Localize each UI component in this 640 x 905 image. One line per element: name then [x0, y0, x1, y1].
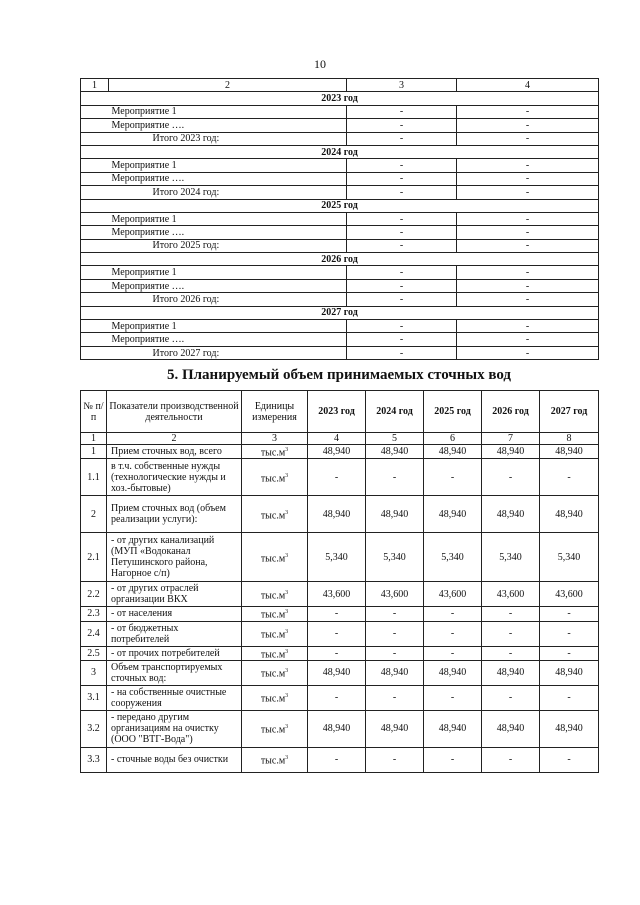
table-row [81, 159, 599, 172]
table-row [81, 293, 599, 306]
unit-label: тыс.м [260, 668, 286, 680]
column-number: 8 [540, 433, 599, 445]
value-cell: 5,340 [308, 533, 366, 582]
column-number: 2 [109, 79, 347, 92]
value-cell: 48,940 [424, 660, 482, 685]
table-row [81, 582, 599, 607]
value-cell: - [457, 186, 599, 199]
value-cell: - [457, 226, 599, 239]
value-cell: - [457, 105, 599, 118]
empty-cell [81, 105, 109, 118]
indicator-name: - от бюджетных потребителей [107, 621, 242, 646]
value-cell: - [347, 239, 457, 252]
unit-exponent: 3 [285, 648, 289, 655]
value-cell: 43,600 [424, 582, 482, 607]
indicator-name: Прием сточных вод (объем реализации услуги): [107, 496, 242, 533]
empty-cell [81, 266, 109, 279]
events-table [80, 78, 599, 360]
table-row [81, 119, 599, 132]
unit-label: тыс.м [260, 472, 286, 484]
table-row [81, 239, 599, 252]
table-row [81, 533, 599, 582]
table-row [81, 266, 599, 279]
empty-cell [81, 320, 109, 333]
value-cell: - [366, 621, 424, 646]
year-label: 2026 год [81, 253, 599, 266]
table-row [81, 186, 599, 199]
value-cell: 5,340 [424, 533, 482, 582]
event-name: Мероприятие …. [109, 172, 347, 185]
unit-exponent: 3 [285, 755, 289, 762]
empty-cell [81, 186, 109, 199]
year-row [81, 92, 599, 105]
event-name: Мероприятие 1 [109, 159, 347, 172]
year-label: 2023 год [81, 92, 599, 105]
total-label: Итого 2027 год: [109, 346, 347, 359]
event-name: Мероприятие 1 [109, 212, 347, 225]
value-cell: 48,940 [540, 445, 599, 459]
unit-label: тыс.м [260, 724, 286, 736]
value-cell: - [308, 685, 366, 710]
unit-cell [242, 685, 308, 710]
value-cell: 48,940 [308, 445, 366, 459]
empty-cell [81, 239, 109, 252]
unit-exponent: 3 [285, 447, 289, 453]
section-title: 5. Планируемый объем принимаемых сточных вод [166, 367, 512, 383]
value-cell: - [347, 186, 457, 199]
value-cell: 48,940 [540, 710, 599, 747]
empty-cell [81, 212, 109, 225]
unit-cell [242, 621, 308, 646]
total-label: Итого 2025 год: [109, 239, 347, 252]
value-cell: - [540, 685, 599, 710]
table-row [81, 621, 599, 646]
table-row [81, 685, 599, 710]
table-row [81, 320, 599, 333]
empty-cell [81, 293, 109, 306]
unit-exponent: 3 [285, 552, 289, 559]
unit-exponent: 3 [285, 509, 289, 516]
value-cell: 43,600 [366, 582, 424, 607]
value-cell: 5,340 [366, 533, 424, 582]
value-cell: - [457, 239, 599, 252]
value-cell: - [457, 212, 599, 225]
unit-exponent: 3 [285, 628, 289, 635]
header-year: 2025 год [424, 391, 482, 433]
year-row [81, 199, 599, 212]
unit-cell [242, 459, 308, 496]
row-number: 3.3 [81, 747, 107, 772]
value-cell: 48,940 [482, 445, 540, 459]
year-label: 2027 год [81, 306, 599, 319]
header-num: № п/п [81, 391, 107, 433]
table-row [81, 710, 599, 747]
column-number: 2 [107, 433, 242, 445]
value-cell: 48,940 [308, 496, 366, 533]
value-cell: - [347, 346, 457, 359]
value-cell: 48,940 [366, 496, 424, 533]
row-number: 3.2 [81, 710, 107, 747]
table-row [81, 105, 599, 118]
value-cell: - [347, 212, 457, 225]
value-cell: - [347, 279, 457, 292]
value-cell: - [540, 621, 599, 646]
table-header-row [81, 79, 599, 92]
header-unit: Единицы измерения [242, 391, 308, 433]
table-row [81, 212, 599, 225]
wastewater-volume-table [80, 390, 599, 773]
table-row [81, 747, 599, 772]
value-cell: - [424, 607, 482, 621]
event-name: Мероприятие …. [109, 119, 347, 132]
value-cell: - [347, 266, 457, 279]
empty-cell [81, 333, 109, 346]
value-cell: - [308, 747, 366, 772]
column-number: 3 [242, 433, 308, 445]
event-name: Мероприятие …. [109, 333, 347, 346]
value-cell: 48,940 [424, 496, 482, 533]
unit-label: тыс.м [260, 755, 286, 767]
unit-exponent: 3 [285, 693, 289, 700]
total-label: Итого 2026 год: [109, 293, 347, 306]
event-name: Мероприятие 1 [109, 320, 347, 333]
column-number: 3 [347, 79, 457, 92]
row-number: 2.2 [81, 582, 107, 607]
unit-cell [242, 607, 308, 621]
value-cell: 48,940 [308, 710, 366, 747]
value-cell: 5,340 [482, 533, 540, 582]
value-cell: - [540, 747, 599, 772]
event-name: Мероприятие …. [109, 279, 347, 292]
indicator-name: - на собственные очистные сооружения [107, 685, 242, 710]
value-cell: - [457, 172, 599, 185]
year-row [81, 253, 599, 266]
table-row [81, 660, 599, 685]
unit-cell [242, 747, 308, 772]
value-cell: - [457, 266, 599, 279]
unit-cell [242, 496, 308, 533]
value-cell: - [457, 320, 599, 333]
value-cell: - [457, 132, 599, 145]
table-row [81, 226, 599, 239]
value-cell: - [347, 293, 457, 306]
value-cell: - [457, 333, 599, 346]
value-cell: 48,940 [424, 445, 482, 459]
unit-exponent: 3 [285, 589, 289, 596]
indicator-name: - от населения [107, 607, 242, 621]
value-cell: - [347, 119, 457, 132]
unit-cell [242, 710, 308, 747]
total-label: Итого 2023 год: [109, 132, 347, 145]
value-cell: 48,940 [366, 710, 424, 747]
unit-cell [242, 445, 308, 459]
table-row [81, 459, 599, 496]
value-cell: - [347, 333, 457, 346]
value-cell: - [457, 346, 599, 359]
value-cell: - [308, 621, 366, 646]
row-number: 2 [81, 496, 107, 533]
table-header-row [81, 391, 599, 433]
value-cell: - [540, 646, 599, 660]
value-cell: - [308, 646, 366, 660]
total-label: Итого 2024 год: [109, 186, 347, 199]
value-cell: - [347, 132, 457, 145]
indicator-name: Объем транспортируемых сточных вод: [107, 660, 242, 685]
value-cell: - [482, 459, 540, 496]
header-year: 2026 год [482, 391, 540, 433]
indicator-name: - передано другим организациям на очистку (ООО "ВТГ-Вода") [107, 710, 242, 747]
value-cell: - [482, 685, 540, 710]
value-cell: 48,940 [308, 660, 366, 685]
value-cell: - [482, 747, 540, 772]
value-cell: 48,940 [424, 710, 482, 747]
value-cell: - [366, 607, 424, 621]
value-cell: 43,600 [540, 582, 599, 607]
indicator-name: - от других канализаций (МУП «Водоканал Петушинского района, Нагорное с/п) [107, 533, 242, 582]
unit-cell [242, 646, 308, 660]
column-number: 4 [457, 79, 599, 92]
row-number: 3.1 [81, 685, 107, 710]
row-number: 2.1 [81, 533, 107, 582]
value-cell: - [347, 105, 457, 118]
indicator-name: - от других отраслей организации ВКХ [107, 582, 242, 607]
unit-exponent: 3 [285, 724, 289, 731]
row-number: 1 [81, 445, 107, 459]
value-cell: - [424, 747, 482, 772]
event-name: Мероприятие 1 [109, 266, 347, 279]
column-number: 1 [81, 433, 107, 445]
value-cell: - [482, 607, 540, 621]
empty-cell [81, 119, 109, 132]
value-cell: 48,940 [482, 710, 540, 747]
year-row [81, 145, 599, 158]
value-cell: - [457, 279, 599, 292]
row-number: 2.4 [81, 621, 107, 646]
year-row [81, 306, 599, 319]
value-cell: - [366, 459, 424, 496]
unit-label: тыс.м [260, 589, 286, 601]
value-cell: 5,340 [540, 533, 599, 582]
value-cell: 48,940 [482, 496, 540, 533]
table-row [81, 646, 599, 660]
value-cell: - [457, 293, 599, 306]
value-cell: 48,940 [540, 660, 599, 685]
value-cell: 48,940 [540, 496, 599, 533]
event-name: Мероприятие …. [109, 226, 347, 239]
value-cell: - [347, 320, 457, 333]
column-number: 6 [424, 433, 482, 445]
table-row [81, 279, 599, 292]
value-cell: - [366, 685, 424, 710]
indicator-name: Прием сточных вод, всего [107, 445, 242, 459]
event-name: Мероприятие 1 [109, 105, 347, 118]
value-cell: - [424, 685, 482, 710]
unit-label: тыс.м [260, 552, 286, 564]
table-row [81, 445, 599, 459]
value-cell: - [347, 172, 457, 185]
empty-cell [81, 226, 109, 239]
value-cell: - [540, 607, 599, 621]
year-label: 2025 год [81, 199, 599, 212]
value-cell: - [424, 646, 482, 660]
value-cell: - [482, 621, 540, 646]
value-cell: - [347, 159, 457, 172]
value-cell: - [457, 119, 599, 132]
unit-cell [242, 660, 308, 685]
column-number-row [81, 433, 599, 445]
column-number: 5 [366, 433, 424, 445]
value-cell: 43,600 [482, 582, 540, 607]
header-year: 2023 год [308, 391, 366, 433]
unit-cell [242, 533, 308, 582]
empty-cell [81, 159, 109, 172]
unit-exponent: 3 [285, 668, 289, 675]
page-number: 10 [314, 57, 326, 71]
header-indicator: Показатели производственной деятельности [107, 391, 242, 433]
header-year: 2024 год [366, 391, 424, 433]
table-row [81, 333, 599, 346]
value-cell: - [308, 459, 366, 496]
empty-cell [81, 132, 109, 145]
row-number: 1.1 [81, 459, 107, 496]
indicator-name: - от прочих потребителей [107, 646, 242, 660]
value-cell: 48,940 [366, 660, 424, 685]
table-row [81, 172, 599, 185]
empty-cell [81, 346, 109, 359]
value-cell: - [308, 607, 366, 621]
unit-exponent: 3 [285, 472, 289, 479]
indicator-name: в т.ч. собственные нужды (технологические нужды и хоз.-бытовые) [107, 459, 242, 496]
value-cell: - [366, 646, 424, 660]
value-cell: - [424, 459, 482, 496]
value-cell: 48,940 [366, 445, 424, 459]
empty-cell [81, 172, 109, 185]
value-cell: - [424, 621, 482, 646]
unit-cell [242, 582, 308, 607]
indicator-name: - сточные воды без очистки [107, 747, 242, 772]
value-cell: 43,600 [308, 582, 366, 607]
value-cell: - [457, 159, 599, 172]
unit-label: тыс.м [260, 693, 286, 705]
row-number: 2.3 [81, 607, 107, 621]
year-label: 2024 год [81, 145, 599, 158]
table-row [81, 346, 599, 359]
value-cell: - [540, 459, 599, 496]
column-number: 4 [308, 433, 366, 445]
value-cell: - [482, 646, 540, 660]
unit-label: тыс.м [260, 629, 286, 641]
row-number: 2.5 [81, 646, 107, 660]
header-year: 2027 год [540, 391, 599, 433]
table-row [81, 607, 599, 621]
row-number: 3 [81, 660, 107, 685]
value-cell: - [347, 226, 457, 239]
unit-label: тыс.м [260, 609, 286, 621]
unit-label: тыс.м [260, 447, 286, 459]
value-cell: - [366, 747, 424, 772]
column-number: 7 [482, 433, 540, 445]
empty-cell [81, 279, 109, 292]
table-row [81, 132, 599, 145]
table-row [81, 496, 599, 533]
unit-exponent: 3 [285, 609, 289, 616]
column-number: 1 [81, 79, 109, 92]
value-cell: 48,940 [482, 660, 540, 685]
unit-label: тыс.м [260, 648, 286, 660]
unit-label: тыс.м [260, 509, 286, 521]
